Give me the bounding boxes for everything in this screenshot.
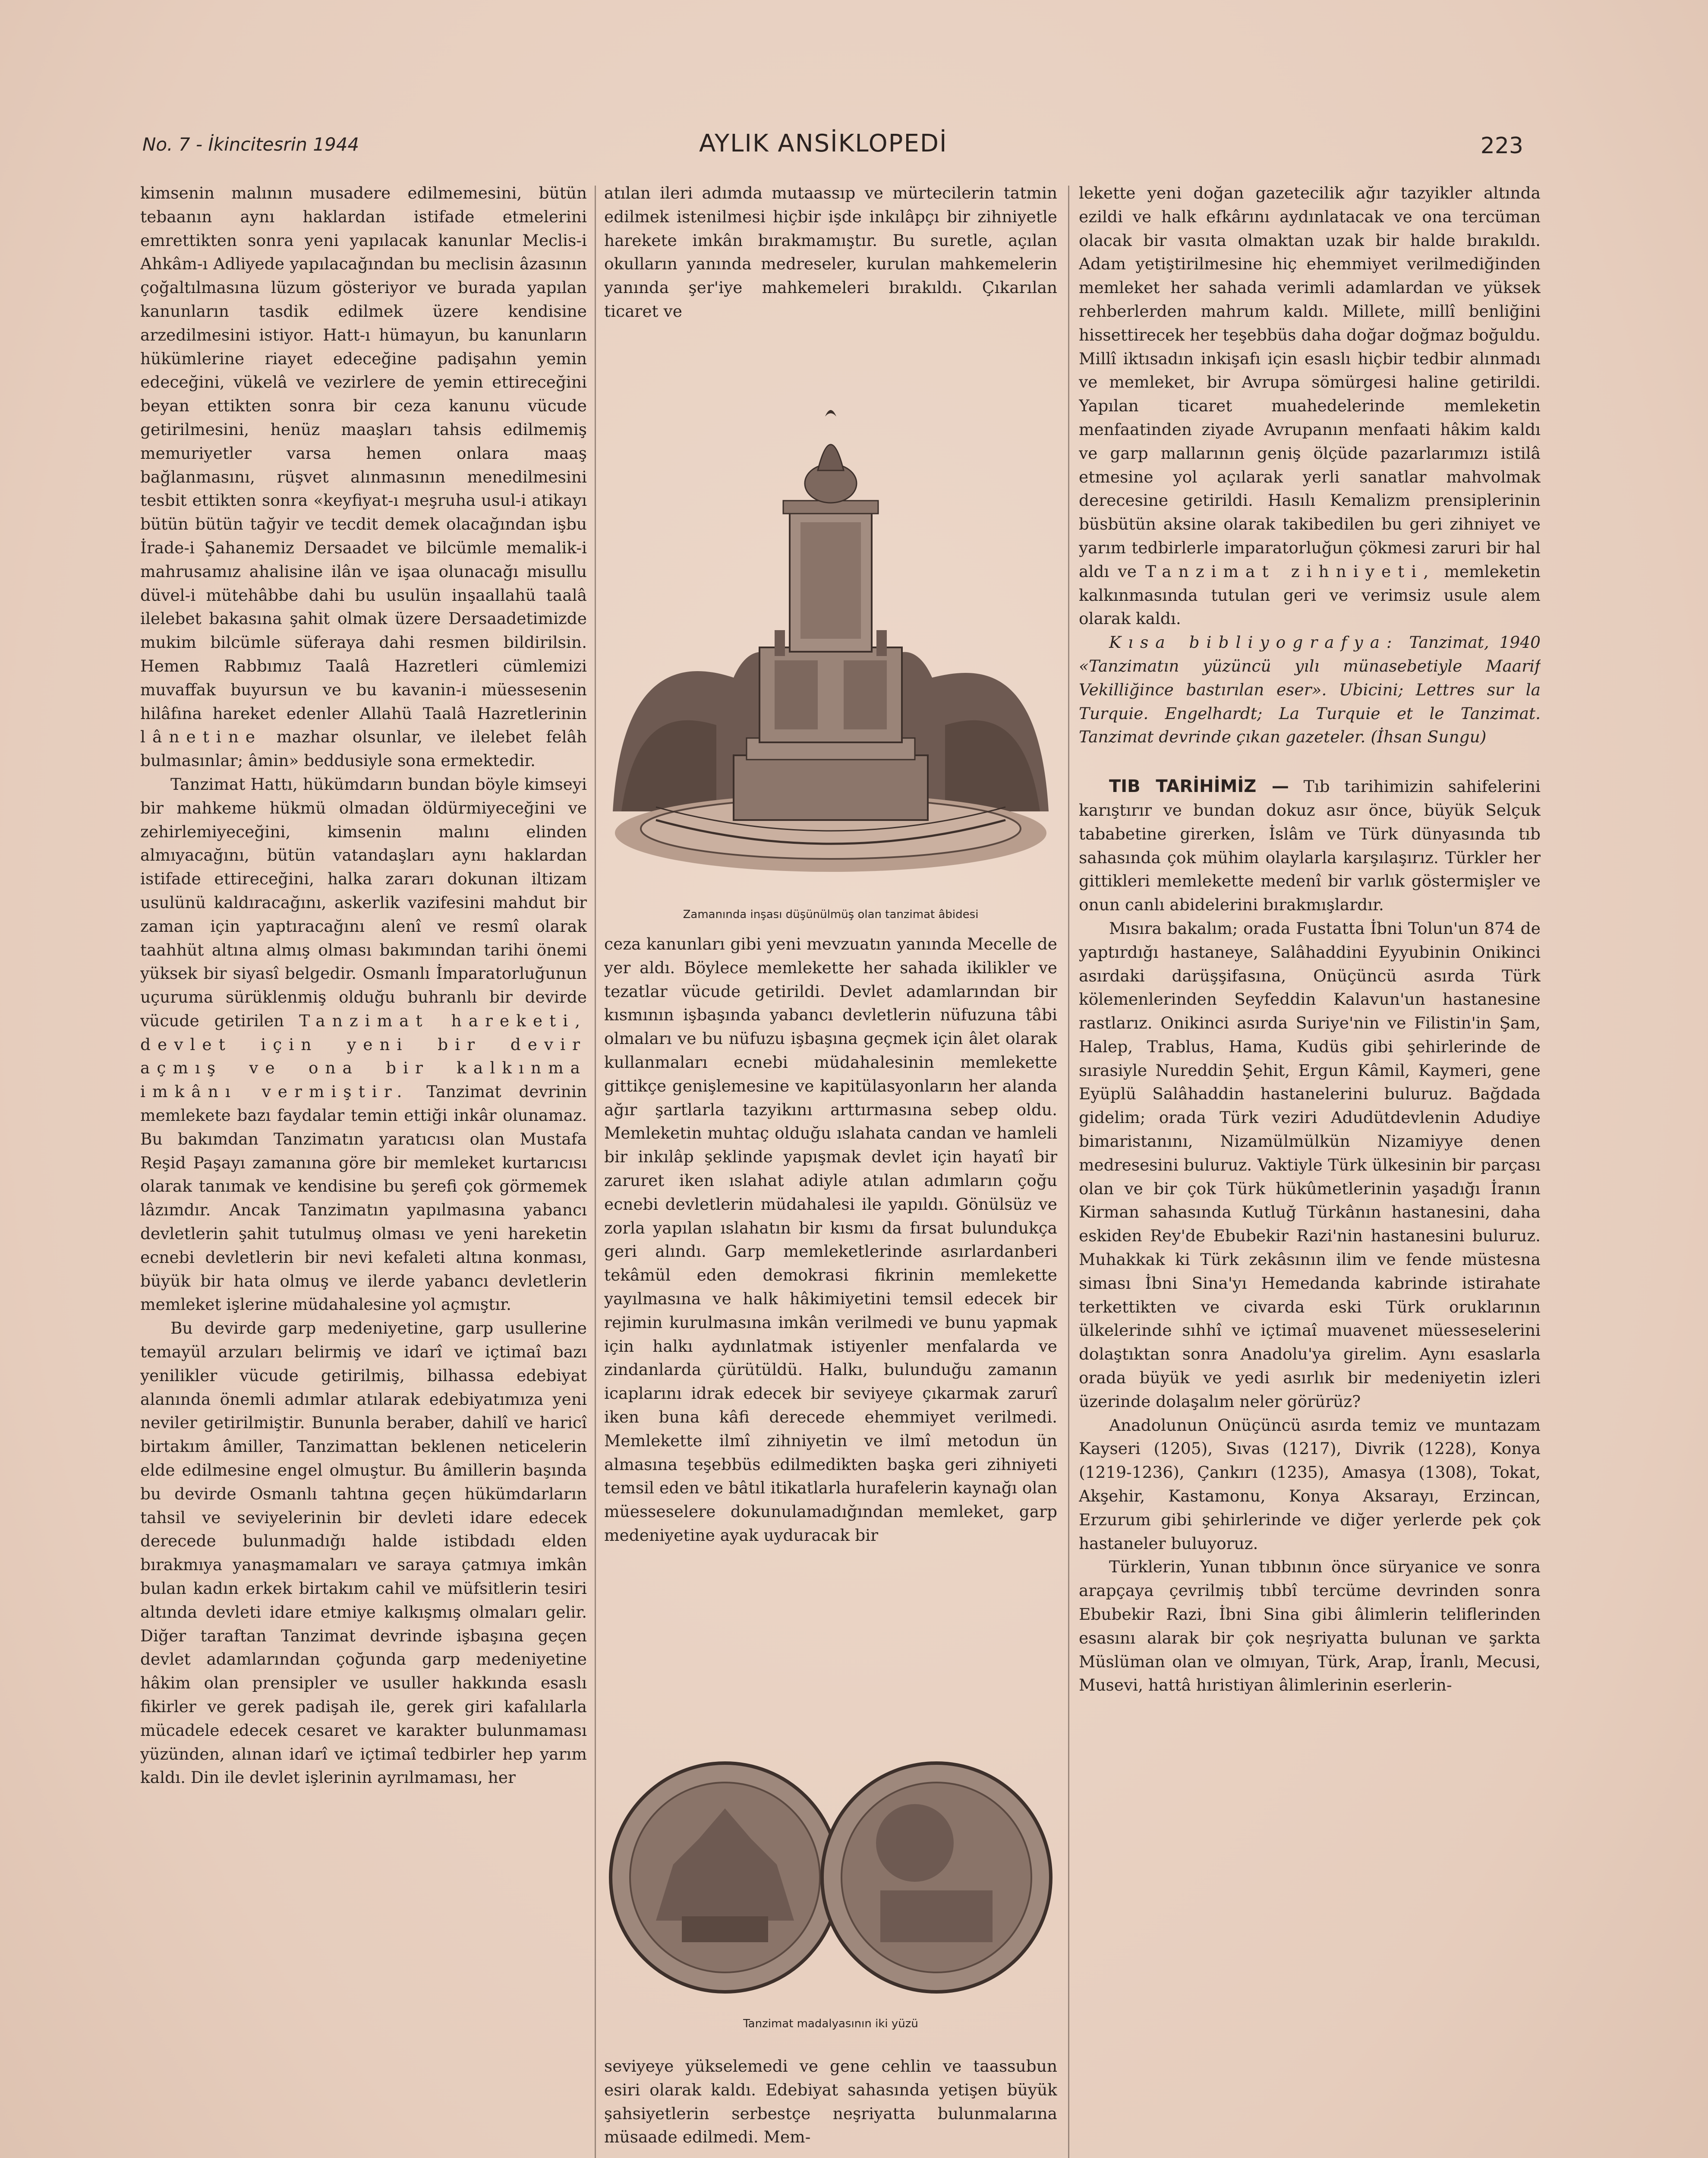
paragraph-text: Tanzimat Hattı, hükümdarın bundan böyle kimseyi bir mahkeme hükmü olmadan öldürmiyeceğini ve zehirlemiyeceğini, kimsenin malını elinden almıyacağını, bütün vatandaşları aynı haklardan istifade ettireceğini, halka zararı dokunan iltizam usulünü kaldıracağını, askerlik vazifesini mahdut bir zaman için yaptıracağını alenî ve resmî olarak taahhüt altına almış olması bakımından tarihi önemi yüksek bir siyasî belgedir. Osmanlı İmparatorluğunun uçuruma sürüklenmiş olduğu buhranlı bir devirde vücude getirilen: [140, 774, 587, 1030]
bibliography-text: Tanzimat, 1940 «Tanzimatın yüzüncü yılı münasebetiyle Maarif Vekilliğince bastırılan eser». Ubicini; Lettres sur la Turquie. Engelhardt; La Turquie et le Tanzimat. Tanzimat devrinde çıkan gazeteler. (İhsan Sungu): [1079, 633, 1541, 747]
emphasized-text: Tanzimat hareketi, devlet için yeni bir devir açmış ve ona bir kalkınma imkânı vermiştir.: [140, 1011, 587, 1101]
magazine-title: AYLIK ANSİKLOPEDİ: [699, 129, 948, 158]
figure-caption: Tanzimat madalyasının iki yüzü: [743, 2017, 918, 2030]
paragraph: Türklerin, Yunan tıbbının önce süryanice ve sonra arapçaya çevrilmiş tıbbî tercüme devrinden sonra Ebubekir Razi, İbni Sina gibi âlimlerin teliflerinden esasını alarak bir çok neşriyatta bulunan ve şarkta Müslüman olan ve olmıyan, Türk, Arap, İranlı, Mecusi, Musevi, hattâ hıristiyan âlimlerinin eserlerin-: [1079, 1557, 1541, 1695]
column-1: [140, 181, 587, 2158]
paragraph: [140, 181, 587, 773]
issue-info: No. 7 - İkincitesrin 1944: [142, 134, 359, 155]
paragraph: Bu devirde garp medeniyetine, garp usullerine temayül arzuları belirmiş ve idarî ve içtimaî bazı yenilikler vücude getirilmiş, bilhassa edebiyat alanında önemli adımlar atılarak edebiyatımıza yeni neviler getirilmiştir. Bununla beraber, dahilî ve haricî birtakım âmiller, Tanzimattan beklenen neticelerin elde edilmesine engel olmuştur. Bu âmillerin başında bu devirde Osmanlı tahtına geçen hükümdarların tahsil ve seviyelerinin bir devleti idare edecek derecede bulunmadığı halde istibdadı elden bırakmıya yanaşmamaları ve saraya çatmıya imkân bulan kadın erkek birtakım cahil ve müfsitlerin tesiri altında devleti idare etmiye kalkışmış olmaları gelir. Diğer taraftan Tanzimat devrinde işbaşına geçen devlet adamlarından çoğunda garp medeniyetine hâkim olan prensipler ve usuller hakkında esaslı fikirler ve gerek padişah ile, gerek giri kafalılarla mücadele edecek cesaret ve karakter bulunmaması yüzünden, alınan idarî ve içtimaî tedbirler hep yarım kaldı. Din ile devlet işlerinin ayrılmaması, her: [140, 1319, 587, 1787]
paragraph-text: memleketin kalkınmasında tutulan geri ve verimsiz usule alem olarak kaldı.: [1079, 562, 1541, 628]
bibliography: [1079, 631, 1541, 749]
paragraph: Mısıra bakalım; orada Fustatta İbni Tolun'un 874 de yaptırdığı hastaneye, Salâhaddini Eyyubinin Onikinci asırdaki darüşşifasına, Onüçüncü asırda Türk kölemenlerinden Seyfeddin Kalavun'un hastanesine rastlarız. Onikinci asırda Suriye'nin ve Filistin'in Şam, Halep, Trablus, Hama, Kudüs gibi şehirlerinde de sırasiyle Nureddin Şehit, Ergun Kâmil, Kaymeri, gene Eyüplü Salâhaddin hastanelerini buluruz. Bağdada gidelim; orada Türk veziri Adudütdevlenin Adudiye bimaristanını, Nizamülmülkün Nizamiyye denen medresesini buluruz. Vaktiyle Türk ülkesinin bir parçası olan ve bir çok Türk hükûmetlerinin yaşadığı İranın Kirman sahasında Kutluğ Türkânın hastanesini, daha eskiden Rey'de Ebubekir Razi'nin hastanesini buluruz. Muhakkak ki Türk zekâsının ilim ve fende müstesna siması İbni Sina'yı Hemedanda kabrinde istirahate terkettikten ve civarda eski Türk oruklarının ülkelerinde sıhhî ve içtimaî muavenet müesseselerini dolaştıktan sonra Anadolu'ya girelim. Aynı esaslarla orada büyük ve yedi asırlık bir medeniyetin izleri üzerinde dolaşalım neler görürüz?: [1079, 918, 1541, 1411]
emphasized-text: lânetine: [140, 727, 262, 747]
paragraph: [1079, 181, 1541, 631]
paragraph-text: mazhar olsunlar, ve ilelebet felâh bulmasınlar; âmin» beddusiyle sona ermektedir.: [140, 727, 587, 770]
paragraph: ceza kanunları gibi yeni mevzuatın yanında Mecelle de yer aldı. Böylece memlekette her sahada ikilikler ve tezatlar vücude getirildi. Devlet adamlarından bir kısmının işbaşında yabancı devletlerin nüfuzuna tâbi olmaları ve bu nüfuzu işbaşına geçmek için âlet olarak kullanmaları ecnebi müdahalesinin memlekette gittikçe genişlemesine ve kapitülasyonların her alanda ağır şartlarla tazyikını arttırmasına sebep oldu. Memleketin muhtaç olduğu ıslahata candan ve hamleli bir inkılâp şeklinde yapışmak devlet için hayatî bir zaruret iken ıslahat adiyle atılan adımların çoğu ecnebi devletlerin müdahalesi ile yapıldı. Gönülsüz ve zorla yapılan ıslahatın bir kısmı da fırsat bulundukça geri alındı. Garp memleketlerinde asırlardanberi tekâmül eden demokrasi fikrinin memlekette yayılmasına ve halk hâkimiyetini temsil edecek bir rejimin kurulmasına imkân verilmedi ve bunu yapmak için halkı aydınlatmak istiyenler menfalarda ve zindanlarda çürütüldü. Halkı, bulunduğu zamanın icaplarını idrak edecek bir seviyeye çıkarmak zarurî iken buna kâfi derecede ehemmiyet verilmedi. Memlekette ilmî zihniyetin ve ilmî metodun ün almasına teşebbüs edilmedikten başka geri zihniyeti temsil eden ve bâtıl itikatlarla hurafelerin kaynağı olan müesseselere dokunulamadığından memleket, garp medeniyetine ayak uyduracak bir: [604, 934, 1057, 1545]
monument-image: [604, 367, 1057, 906]
section-paragraph: [1079, 775, 1541, 917]
paragraph-text: lekette yeni doğan gazetecilik ağır tazyikler altında ezildi ve halk efkârını aydınlatacak ve ona tercüman olacak bir vasıta olmaktan uzak bir halde bırakıldı. Adam yetiştirilmesine hiç ehemmiyet verilmediğinden memleket her sahada verimli adamlardan ve yüksek rehberlerden mahrum kaldı. Millete, millî benliğini hissettirecek her teşebbüs daha doğar doğmaz boğuldu. Millî iktısadın inkişafı için esaslı hiçbir tedbir alınmadı ve memleket, bir Avrupa sömürgesi haline getirildi. Yapılan ticaret muahedelerinde memleketin menfaatinden ziyade Avrupanın menfaati hâkim kaldı ve garp mallarının geniş ölçüde pazarlarımızı istilâ etmesine yol açılarak yerli sanatlar mahvolmak derecesine getirildi. Hasılı Kemalizm prensiplerinin büsbütün aksine olarak takibedilen bu geri zihniyet ve yarım tedbirlerle imparatorluğun çökmesi zaruri bir hal aldı ve: [1079, 183, 1541, 581]
figure-caption: Zamanında inşası düşünülmüş olan tanzimat âbidesi: [683, 908, 979, 921]
paragraph-text: kimsenin malının musadere edilmemesini, bütün tebaanın aynı haklardan istifade etmelerini emrettikten sonra yeni yapılacak kanunlar Meclis-i Ahkâm-ı Adliyede yapılacağından bu meclisin âzasının çoğaltılmasına lüzum gösteriyor ve burada yapılan kanunların tasdik edilmek üzere kendisine arzedilmesini istiyor. Hatt-ı hümayun, bu kanunların hükümlerine riayet edeceğine padişahın yemin edeceğini, vükelâ ve vezirlere de yemin ettireceğini beyan ettikten sonra bir ceza kanunu vücude getirilmesini, henüz maaşları tahsis edilmemiş memuriyetler varsa hemen onlara maaş bağlanmasını, rüşvet alınmasının menedilmesini tesbit ettikten sonra «keyfiyat-ı meşruha usul-i atikayı bütün bütün tağyir ve tecdit demek olacağından işbu İrade-i Şahanemiz Dersaadet ve bilcümle memalik-i mahrusamız ahalisine ilân ve işaa olunacağı misullu düvel-i mütehâbbe dahi bu usulün inşaallahü taalâ ilelebet bakasına şahit olmak üzere Dersaadetimizde mukim bilcümle süferaya dahi resmen bildirilsin. Hemen Rabbımız Taalâ Hazretleri cümlemizi muvaffak buyursun ve bu kavanin-i müessesenin hilâfına hareket edenler Allahü Taalâ Hazretlerinin: [140, 183, 587, 723]
column-3: [1079, 181, 1541, 2158]
column-rule-left: [595, 186, 596, 2158]
medal-image: [604, 1735, 1057, 2016]
monument-figure: [604, 367, 1057, 928]
column-2-top: [604, 181, 1057, 363]
column-2-middle: [604, 932, 1057, 1722]
medal-figure: [604, 1735, 1057, 2046]
paragraph: Anadolunun Onüçüncü asırda temiz ve muntazam Kayseri (1205), Sıvas (1217), Divrik (1228), Konya (1219-1236), Çankırı (1235), Amasya (1308), Tokat, Akşehir, Kastamonu, Konya Aksarayı, Erzincan, Erzurum gibi şehirlerinde ve diğer yerlerde pek çok hastaneler buluyoruz.: [1079, 1415, 1541, 1553]
paragraph-text: Tıb tarihimizin sahifelerini karıştırır ve bundan dokuz asır önce, büyük Selçuk tababetine girerken, İslâm ve Türk dünyasında tıb sahasında çok mühim olaylarla karşılaşırız. Türkler her gittikleri memlekette medenî bir varlık göstermişler ve onun canlı abidelerini bırakmışlardır.: [1079, 777, 1541, 915]
paragraph: atılan ileri adımda mutaassıp ve mürtecilerin tatmin edilmek istenilmesi hiçbir işde inkılâpçı bir zihniyetle harekete imkân bırakmamıştır. Bu suretle, açılan okulların yanında medreseler, kurulan mahkemelerin yanında şer'iye mahkemeleri bırakıldı. Çıkarılan ticaret ve: [604, 183, 1057, 321]
section-title: TIB TARİHİMİZ —: [1109, 776, 1289, 797]
paragraph: [140, 773, 587, 1316]
column-2-bottom: [604, 2054, 1057, 2158]
paragraph: seviyeye yükselemedi ve gene cehlin ve taassubun esiri olarak kaldı. Edebiyat sahasında yetişen büyük şahsiyetlerin serbestçe neşriyatta bulunmalarına müsaade edilmedi. Mem-: [604, 2057, 1057, 2147]
bibliography-label: Kısa bibliyografya:: [1109, 633, 1399, 652]
emphasized-text: Tanzimat zihniyeti,: [1145, 562, 1436, 581]
column-rule-right: [1068, 186, 1069, 2158]
page-header: [142, 129, 1523, 168]
paragraph-text: Tanzimat devrinin memlekete bazı faydalar temin ettiği inkâr olunamaz. Bu bakımdan Tanzimatın yaratıcısı olan Mustafa Reşid Paşayı zamanına göre bir memleket kurtarıcısı olarak tanımak ve kendisine bu şerefi çok görmemek lâzımdır. Ancak Tanzimatın yapılmasına yabancı devletlerin şahit tutulmuş olması ve yeni hareketin ecnebi devletlerin bir nevi kefaleti altına konması, büyük bir hata olmuş ve ilerde yabancı devletlerin memleket işlerine müdahalesine yol açmıştır.: [140, 1082, 587, 1314]
page-number: 223: [1480, 133, 1523, 159]
